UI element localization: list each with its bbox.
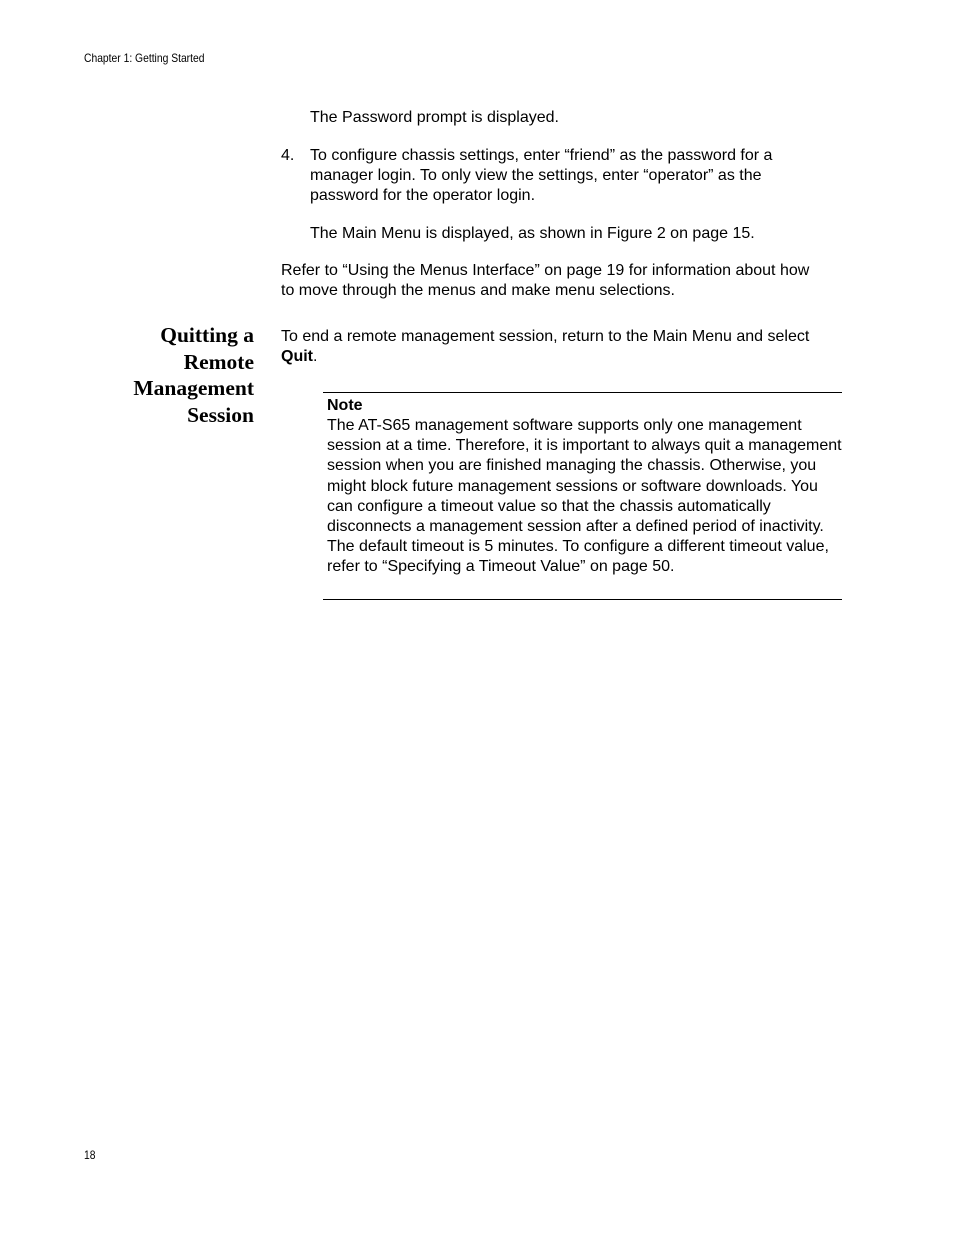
note-label: Note (327, 397, 363, 414)
section-heading-line: Session (187, 402, 254, 427)
step-number: 4. (281, 147, 295, 164)
quit-instructions (281, 327, 826, 367)
note-text: The AT-S65 management software supports only one management session at a time. Therefore, it is important to always quit a management session when you are finished managing the chassis. Otherwise, you might block future management sessions or software downloads. You can configure a timeout value so that the chassis automatically disconnects a management session after a defined period of inactivity. The default timeout is 5 minutes. To configure a different timeout value, refer to “Specifying a Timeout Value” on page 50. (327, 417, 842, 576)
running-header: Chapter 1: Getting Started (84, 51, 205, 65)
main-menu-displayed-text: The Main Menu is displayed, as shown in Figure 2 on page 15. (310, 225, 755, 242)
step-4-text: To configure chassis settings, enter “friend” as the password for a manager login. To only view the settings, enter “operator” as the password for the operator login. (310, 147, 773, 205)
quit-menu-option: Quit (281, 348, 313, 366)
section-heading-line: Remote (183, 349, 254, 374)
section-heading-line: Management (133, 376, 254, 400)
password-prompt-text: The Password prompt is displayed. (310, 109, 559, 126)
quit-instructions-text: To end a remote management session, return to the Main Menu and select (281, 328, 810, 345)
note-box (323, 392, 842, 600)
refer-to-menus-text: Refer to “Using the Menus Interface” on page 19 for information about how to move through the menus and make menu selections. (281, 262, 810, 300)
quit-instructions-end: . (313, 348, 318, 366)
page-number: 18 (84, 1148, 96, 1162)
section-heading (110, 322, 254, 428)
section-heading-line: Quitting a (160, 323, 254, 347)
